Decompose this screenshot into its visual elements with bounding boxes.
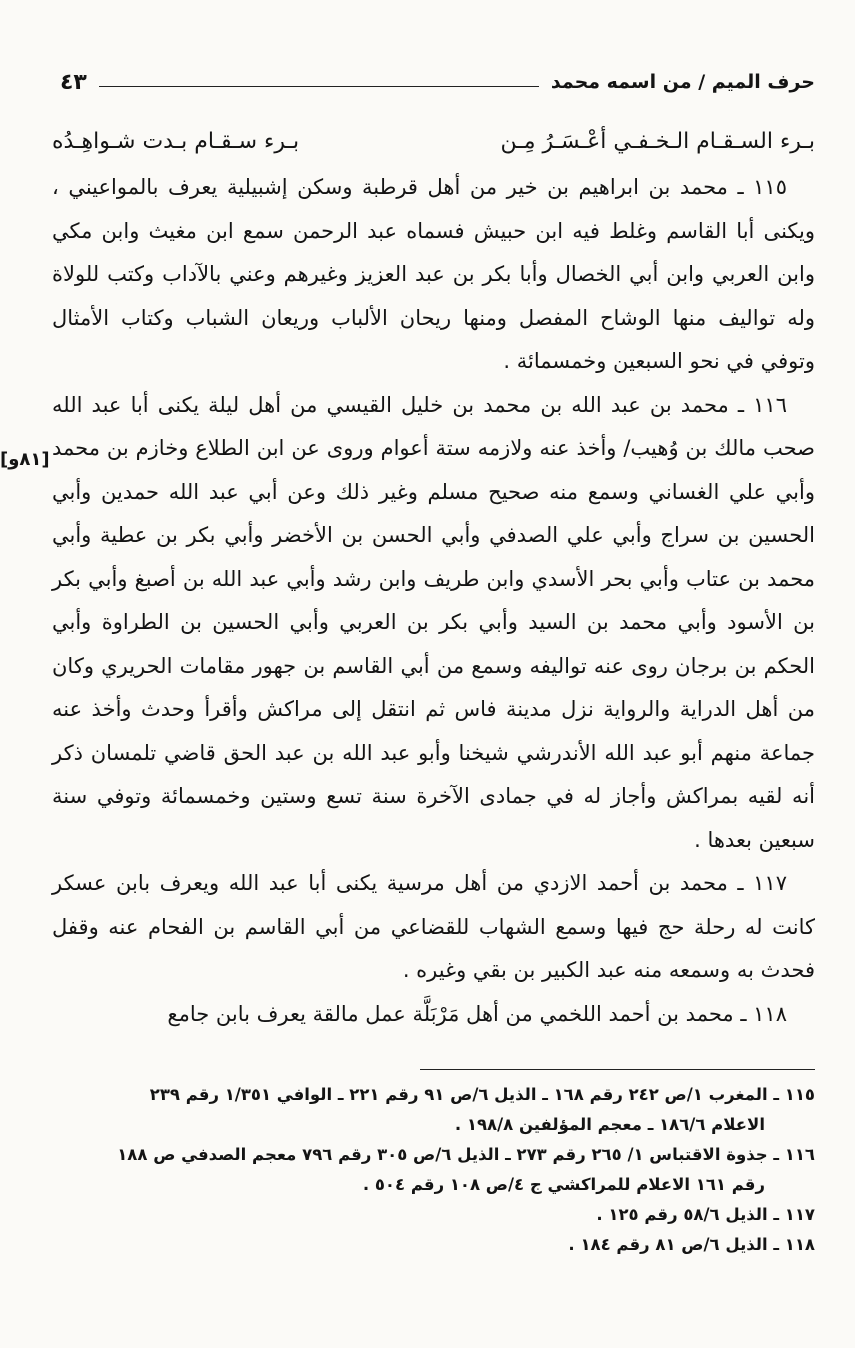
verse-hemistich-left: بـرء سـقـام بـدت شـواهِـدُه bbox=[52, 129, 300, 154]
entry-117: ١١٧ ـ محمد بن أحمد الازدي من أهل مرسية يكنى أبا عبد الله ويعرف بابن عسكر كانت له رحلة حج فيها وسمع الشهاب للقضاعي من أبي القاسم بن الفحام عنه وقفل فحدث به وسمعه منه عبد الكبير بن بقي وغيره . bbox=[52, 871, 815, 982]
footnotes bbox=[56, 1080, 815, 1260]
header-rule bbox=[99, 86, 539, 87]
entry-116: ١١٦ ـ محمد بن عبد الله بن محمد بن خليل القيسي من أهل ليلة يكنى أبا عبد الله صحب مالك بن وُهيب/ وأخذ عنه ولازمه ستة أعوام وروى عن ابن الطلاع وخازم بن محمد وأبي علي الغساني وسمع منه صحيح مسلم وغير ذلك وعن أبي عبد الله حمدين وأبي الحسين بن سراج وأبي علي الصدفي وأبي الحسن بن الأخضر وأبي بكر بن عطية وأبي محمد بن عتاب وأبي بحر الأسدي وابن طريف وابن رشد وأبي عبد الله بن أصبغ وأبي بكر بن الأسود وأبي محمد بن السيد وأبي بكر بن العربي وأبي الحسين بن الطراوة وأبي الحكم بن برجان روى عنه تواليفه وسمع من أبي القاسم بن جهور مقامات الحريري وكان من أهل الدراية والرواية نزل مدينة فاس ثم انتقل إلى مراكش وأقرأ وحدث وأخذ عنه جماعة منهم أبو عبد الله الأندرشي شيخنا وأبو عبد الله بن عبد الحق قاضي تلمسان ذكر أنه لقيه بمراكش وأجاز له في جمادى الآخرة سنة تسع وستين وخمسمائة وتوفي سنة سبعين بعدها . bbox=[52, 392, 815, 852]
page-header bbox=[60, 62, 815, 102]
entry-118: ١١٨ ـ محمد بن أحمد اللخمي من أهل مَرْبَلَّة عمل مالقة يعرف بابن جامع bbox=[167, 1001, 787, 1026]
verse-hemistich-right: بـرء السـقـام الـخـفـي أعْـسَـرُ مِـن bbox=[500, 129, 815, 154]
running-head: حرف الميم / من اسمه محمد bbox=[550, 71, 815, 93]
poetry-verse bbox=[52, 118, 815, 166]
footnote-116-line2: رقم ١٦١ الاعلام للمراكشي ج ٤/ص ١٠٨ رقم ٥٠٤ . bbox=[362, 1175, 765, 1194]
footnote-117: ١١٧ ـ الذيل ٥٨/٦ رقم ١٢٥ . bbox=[596, 1205, 815, 1224]
manuscript-folio-note: [٨١و] bbox=[0, 449, 50, 470]
footnote-118: ١١٨ ـ الذيل ٦/ص ٨١ رقم ١٨٤ . bbox=[568, 1235, 815, 1254]
footnote-115-line2: الاعلام ١٨٦/٦ ـ معجم المؤلفين ١٩٨/٨ . bbox=[454, 1115, 765, 1134]
footnote-116-line1: ١١٦ ـ جذوة الاقتباس ١/ ٢٦٥ رقم ٢٧٣ ـ الذيل ٦/ص ٣٠٥ رقم ٧٩٦ معجم الصدفي ص ١٨٨ bbox=[117, 1145, 815, 1164]
entry-115: ١١٥ ـ محمد بن ابراهيم بن خير من أهل قرطبة وسكن إشبيلية يعرف بالمواعيني ، ويكنى أبا القاسم وغلط فيه ابن حبيش فسماه عبد الرحمن سمع ابن مغيث وابن مكي وابن العربي وابن أبي الخصال وأبا بكر بن عبد العزيز وغيرهم وعني بالآداب وكتب للولاة وله تواليف منها الوشاح المفصل ومنها ريحان الألباب وريعان الشباب وكتاب الأمثال وتوفي في نحو السبعين وخمسمائة . bbox=[52, 175, 815, 373]
page-number: ٤٣ bbox=[60, 69, 87, 95]
footnote-rule bbox=[420, 1069, 815, 1070]
footnote-115-line1: ١١٥ ـ المغرب ١/ص ٢٤٢ رقم ١٦٨ ـ الذيل ٦/ص ٩١ رقم ٢٢١ ـ الوافي ١/٣٥١ رقم ٢٣٩ bbox=[149, 1085, 815, 1104]
main-text bbox=[52, 118, 815, 1036]
